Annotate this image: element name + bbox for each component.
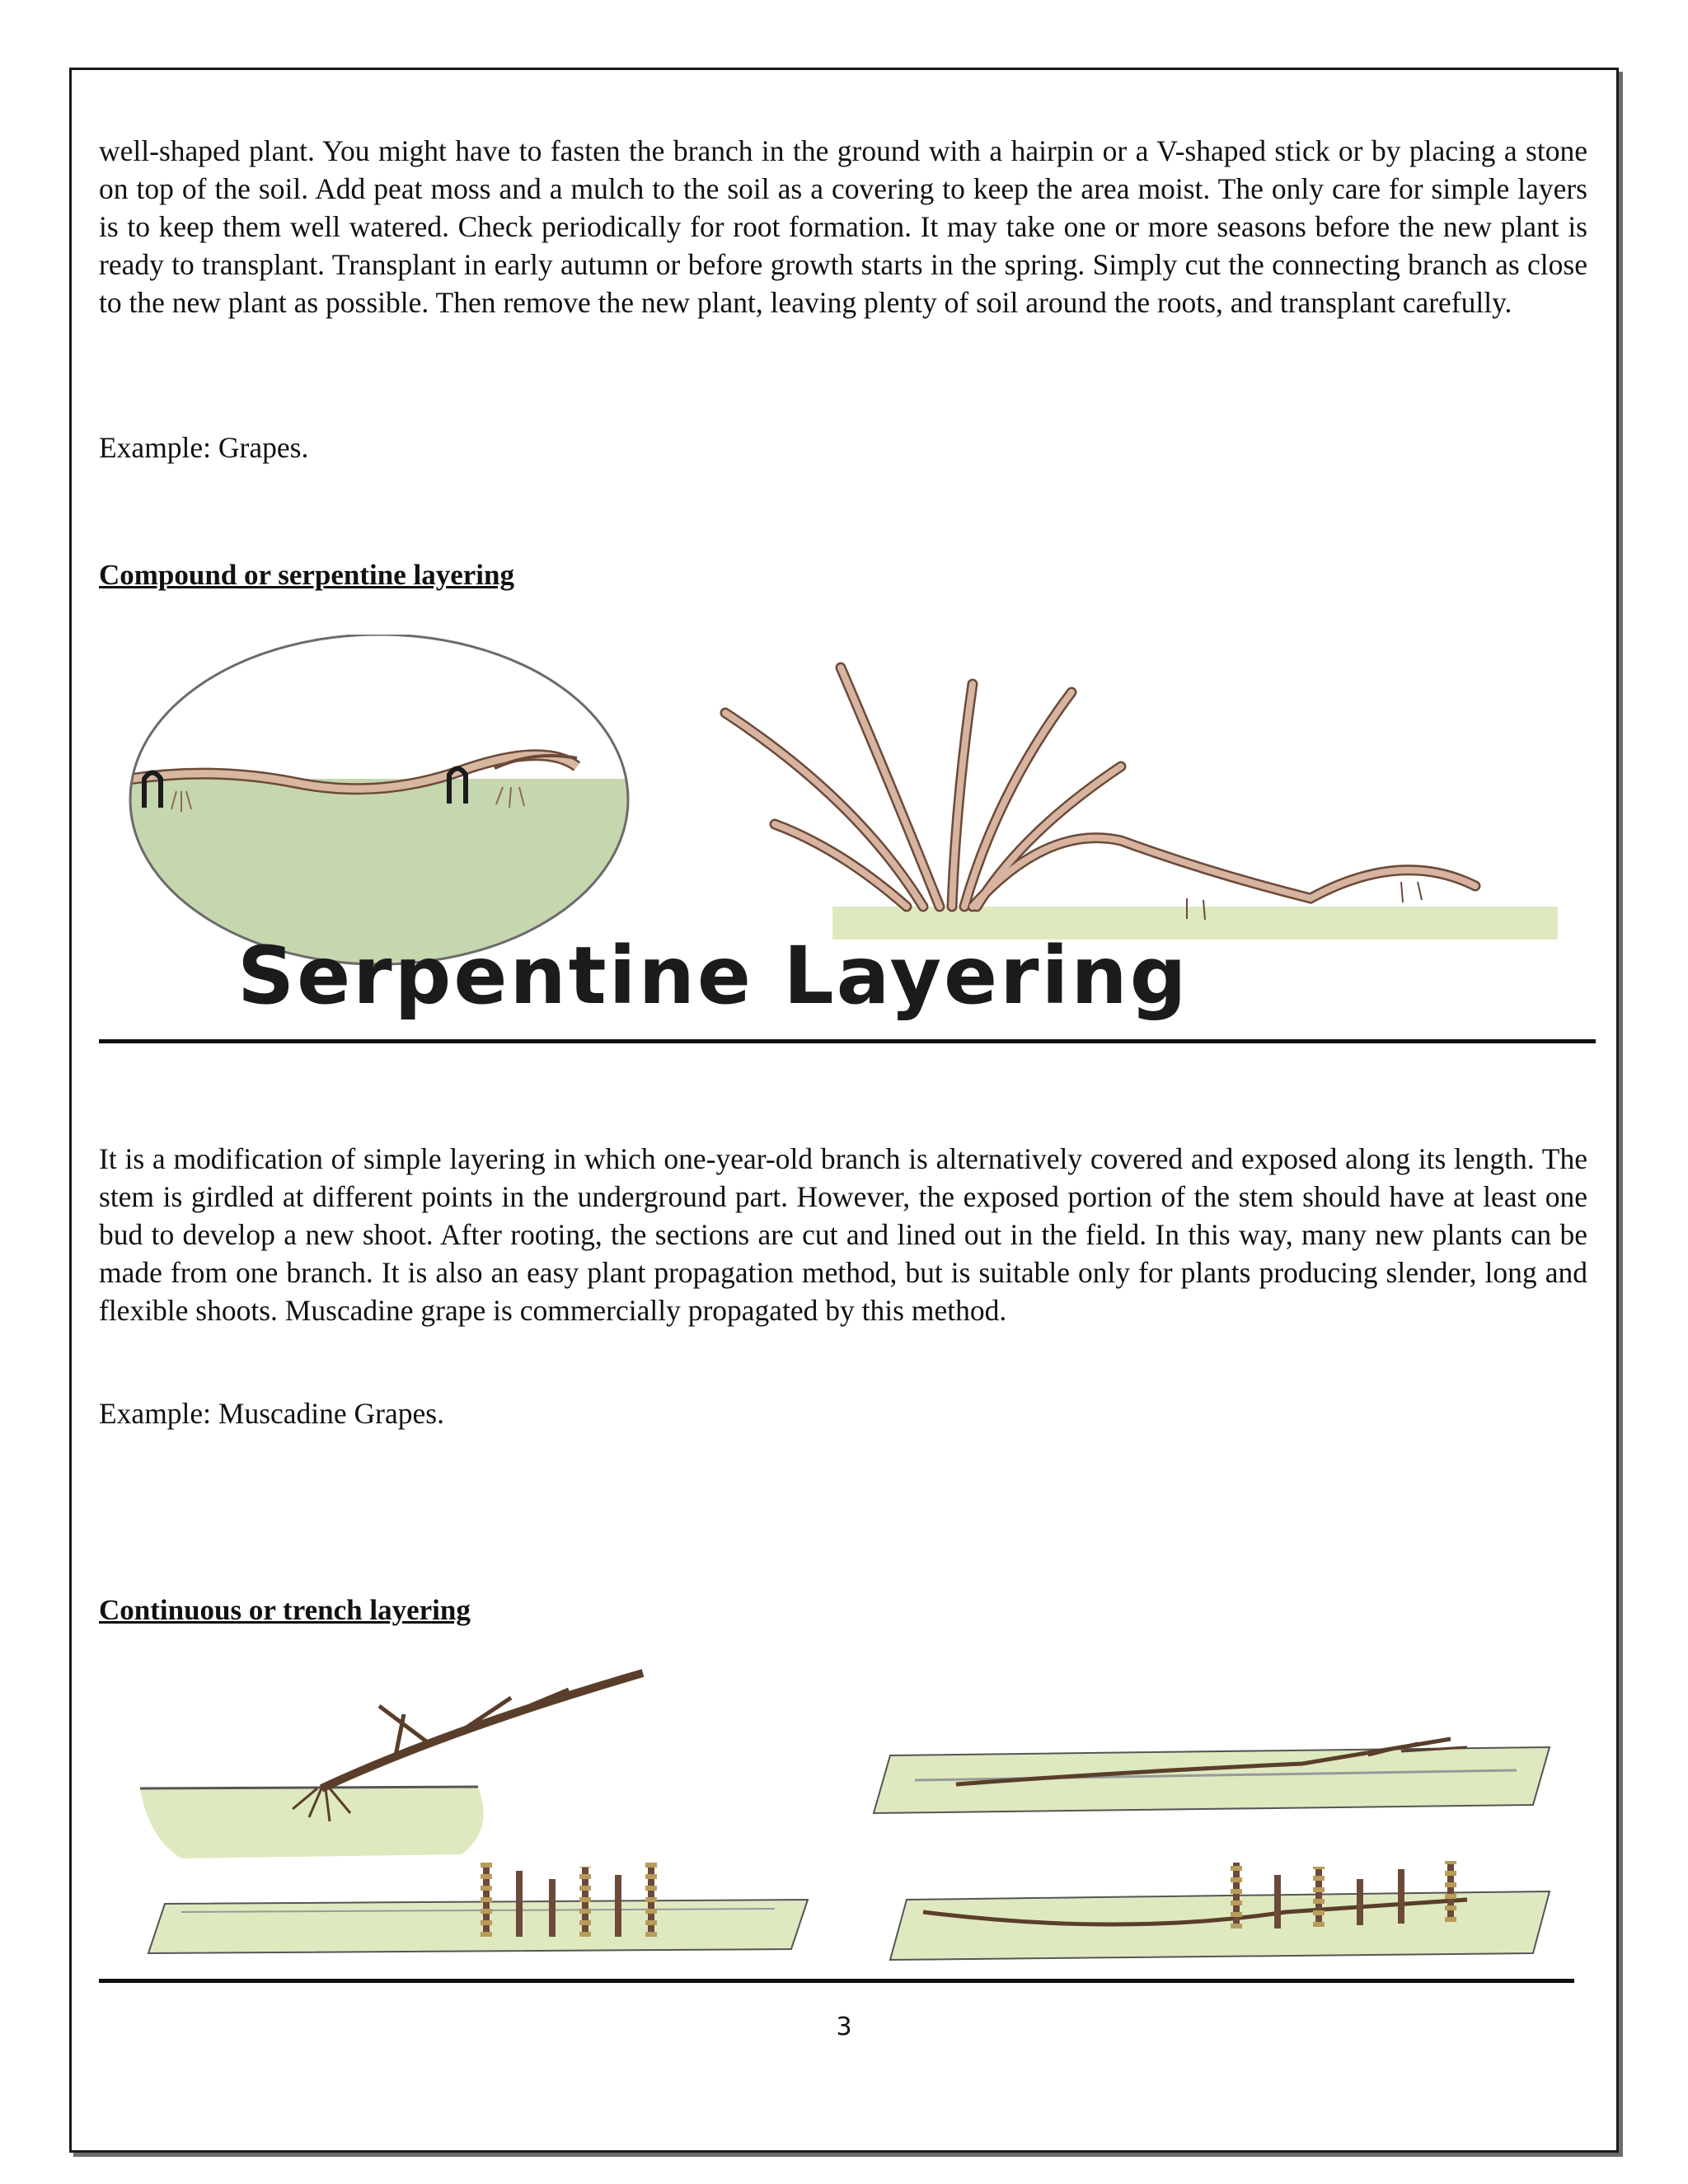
serpentine-figure-caption: Serpentine Layering [237, 930, 1189, 1022]
heading-trench-layering: Continuous or trench layering [99, 1594, 471, 1626]
trench-layering-figure [132, 1665, 1566, 1970]
paragraph-simple-layering-care: well-shaped plant. You might have to fasten the branch in the ground with a hairpin or a V-shaped stick or by placing a stone on top of the soil. Add peat moss and a mulch to the soil as a covering to keep the area moist. The only care for simple layers is to keep them well watered. Check periodically for root formation. It may take one or more seasons before the new plant is ready to transplant. Transplant in early autumn or before growth starts in the spring. Simply cut the connecting branch as close to the new plant as possible. Then remove the new plant, leaving plenty of soil around the roots, and transplant carefully. [99, 134, 1587, 319]
page-number: 3 [836, 2013, 852, 2041]
trench-step-new-plants [890, 1861, 1550, 1960]
serpentine-shrub-illustration [725, 668, 1558, 940]
example-muscadine-grapes: Example: Muscadine Grapes. [99, 1397, 444, 1430]
trench-step-rooted-shoots [148, 1863, 808, 1953]
trench-step-laid-stem [874, 1739, 1550, 1813]
paragraph-serpentine-description: It is a modification of simple layering in which one-year-old branch is alternatively covered and exposed along its length. The stem is girdled at different points in the underground part. However, the exposed portion of the stem should have at least one bud to develop a new shoot. After rooting, the sections are cut and lined out in the field. In this way, many new plants can be made from one branch. It is also an easy plant propagation method, but is suitable only for plants producing slender, long and flexible shoots. Muscadine grape is commercially propagated by this method. [99, 1142, 1587, 1327]
trench-step-bent-plant [140, 1673, 643, 1858]
footer-rule [99, 1979, 1574, 1983]
example-grapes: Example: Grapes. [99, 431, 309, 464]
heading-serpentine-layering: Compound or serpentine layering [99, 559, 514, 591]
divider-rule [99, 1039, 1596, 1043]
